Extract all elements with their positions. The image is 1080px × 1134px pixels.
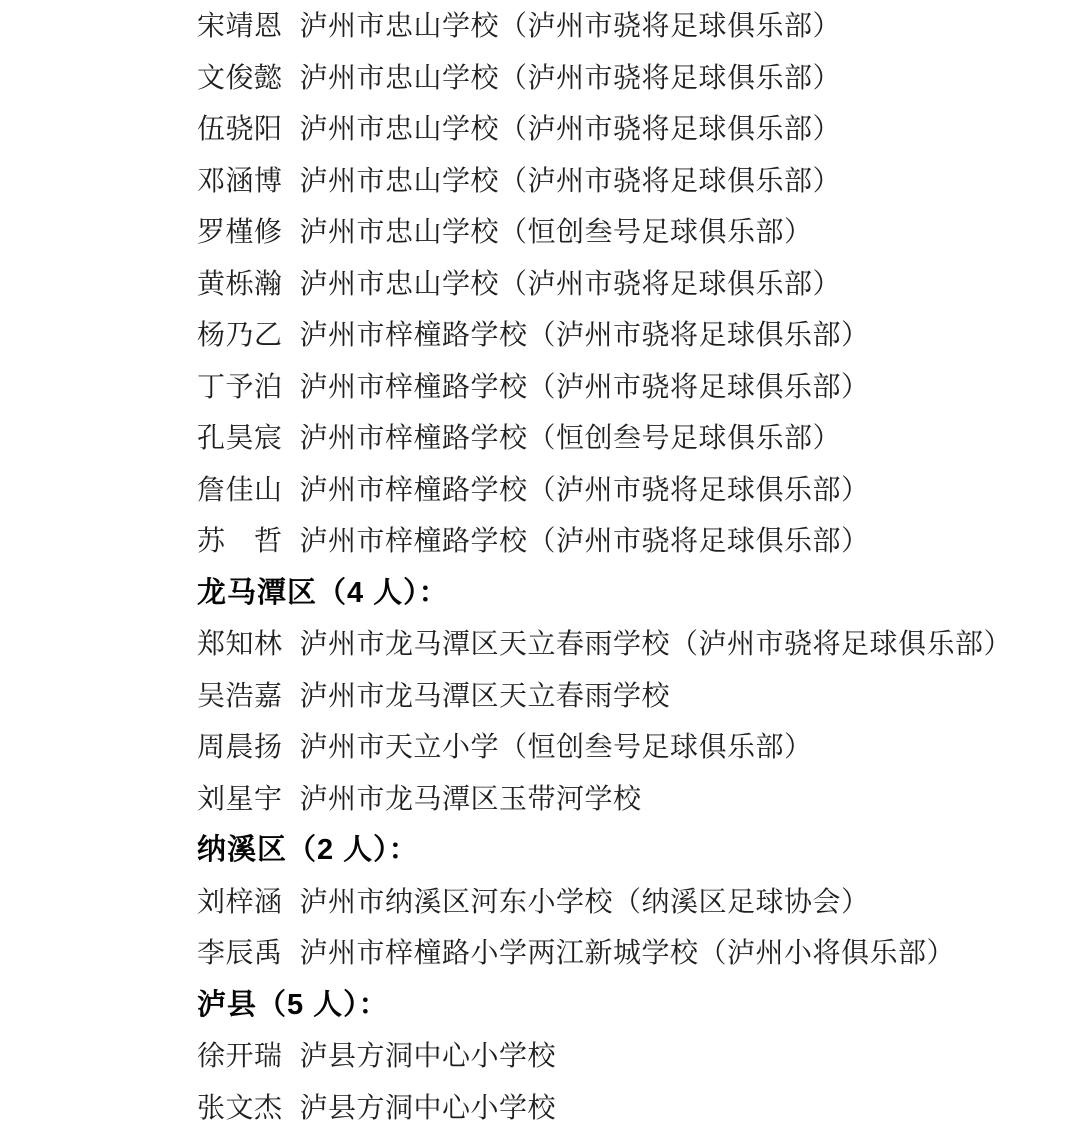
player-row (197, 1031, 1040, 1083)
player-row (197, 259, 1040, 311)
player-name: 孔昊宸 (197, 423, 283, 454)
player-name: 吴浩嘉 (197, 680, 283, 712)
player-row (197, 207, 1040, 259)
player-name: 邓涵博 (197, 165, 283, 197)
player-school: 泸县方洞中心小学校 (299, 1041, 557, 1072)
player-name: 周晨扬 (197, 732, 283, 763)
player-row (197, 877, 1040, 929)
player-row (197, 465, 1040, 517)
player-school: 泸州市梓橦路学校（泸州市骁将足球俱乐部） (299, 371, 870, 403)
section-header-luxian: 泸县（5 人）： (197, 988, 389, 1021)
player-name: 刘星宇 (197, 783, 283, 815)
player-row (197, 516, 1040, 568)
player-row (197, 1, 1040, 53)
player-school: 泸州市梓橦路小学两江新城学校（泸州小将俱乐部） (299, 938, 956, 969)
player-name: 苏 哲 (197, 526, 283, 557)
player-name: 杨乃乙 (197, 320, 283, 351)
player-row (197, 619, 1040, 671)
player-school: 泸州市忠山学校（泸州市骁将足球俱乐部） (299, 11, 842, 42)
player-school: 泸州市梓橦路学校（泸州市骁将足球俱乐部） (299, 320, 870, 351)
player-school: 泸州市梓橦路学校（泸州市骁将足球俱乐部） (299, 526, 870, 557)
player-school: 泸州市忠山学校（泸州市骁将足球俱乐部） (299, 165, 842, 197)
player-name: 丁予泊 (197, 371, 283, 403)
section-header-naxi: 纳溪区（2 人）： (197, 834, 419, 866)
player-school: 泸州市梓橦路学校（泸州市骁将足球俱乐部） (299, 474, 870, 506)
player-name: 刘梓涵 (197, 886, 283, 918)
player-row (197, 671, 1040, 723)
player-row (197, 362, 1040, 414)
player-name: 文俊懿 (197, 62, 283, 94)
player-row (197, 928, 1040, 980)
player-school: 泸州市忠山学校（泸州市骁将足球俱乐部） (299, 268, 842, 300)
player-name: 郑知林 (197, 629, 283, 660)
player-row (197, 1083, 1040, 1134)
player-name: 伍骁阳 (197, 114, 283, 145)
player-row (197, 53, 1040, 105)
player-school: 泸州市梓橦路学校（恒创叁号足球俱乐部） (299, 423, 842, 454)
player-row (197, 156, 1040, 208)
player-row (197, 722, 1040, 774)
player-school: 泸州市忠山学校（泸州市骁将足球俱乐部） (299, 114, 842, 145)
player-name: 罗槿修 (197, 217, 283, 248)
player-name: 詹佳山 (197, 474, 283, 506)
player-row (197, 413, 1040, 465)
player-name: 宋靖恩 (197, 11, 283, 42)
player-row (197, 310, 1040, 362)
player-school: 泸州市龙马潭区玉带河学校 (299, 783, 642, 815)
player-name: 黄栎瀚 (197, 268, 283, 300)
player-school: 泸州市忠山学校（恒创叁号足球俱乐部） (299, 217, 813, 248)
player-school: 泸州市忠山学校（泸州市骁将足球俱乐部） (299, 62, 842, 94)
player-row (197, 104, 1040, 156)
player-school: 泸州市龙马潭区天立春雨学校 (299, 680, 671, 712)
player-school: 泸州市龙马潭区天立春雨学校（泸州市骁将足球俱乐部） (299, 629, 1013, 660)
player-name: 李辰禹 (197, 938, 283, 969)
player-school: 泸州市纳溪区河东小学校（纳溪区足球协会） (299, 886, 870, 918)
player-name: 张文杰 (197, 1092, 283, 1124)
player-school: 泸州市天立小学（恒创叁号足球俱乐部） (299, 732, 813, 763)
player-name: 徐开瑞 (197, 1041, 283, 1072)
section-header-longmatan: 龙马潭区（4 人）： (197, 576, 449, 609)
player-school: 泸县方洞中心小学校 (299, 1092, 557, 1124)
player-row (197, 774, 1040, 826)
